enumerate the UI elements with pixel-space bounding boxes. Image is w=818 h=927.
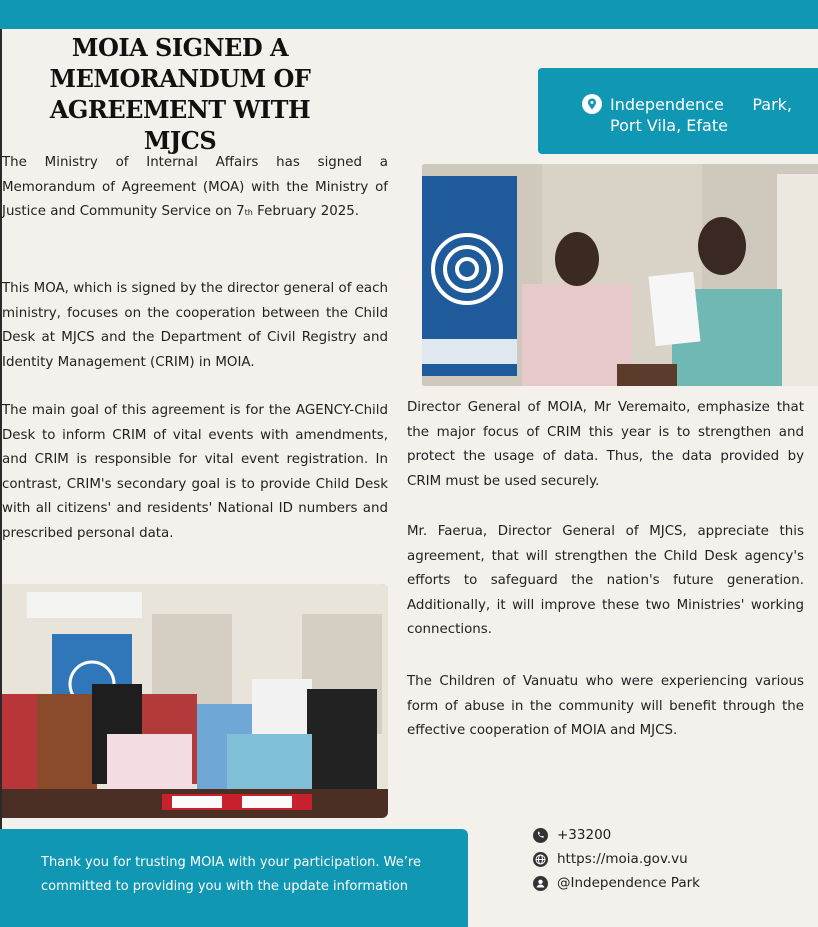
main-goal-paragraph: The main goal of this agreement is for the AGENCY-Child Desk to inform CRIM of vital events with amendments, and CRIM is responsible for vital event registration. In contrast, CRIM's secondary goal is to provide Child Desk with all citizens' and residents' National ID numbers and prescribed personal data.	[2, 403, 388, 541]
location-pin-icon	[582, 94, 602, 114]
footer-message-box	[0, 829, 468, 927]
dg-moia-paragraph: Director General of MOIA, Mr Veremaito, emphasize that the major focus of CRIM this year is to strengthen and protect the usage of data. Thus, the data provided by CRIM must be used securely.	[407, 400, 804, 489]
contact-phone	[533, 827, 611, 843]
page-title: MOIA SIGNED A MEMORANDUM OF AGREEMENT WITH MJCS	[49, 33, 311, 155]
contact-social	[533, 875, 700, 891]
location-text: Independence Park, Port Vila, Efate	[610, 95, 792, 135]
intro-paragraph: The Ministry of Internal Affairs has signed a Memorandum of Agreement (MOA) with the Ministry of Justice and Community Service on 7th February 2025.	[2, 155, 388, 219]
contact-website	[533, 851, 688, 867]
footer-message: Thank you for trusting MOIA with your participation. We’re committed to providing you with the update information	[41, 855, 421, 894]
phone-icon	[533, 828, 548, 843]
moa-focus-paragraph: This MOA, which is signed by the director general of each ministry, focuses on the cooperation between the Child Desk at MJCS and the Department of Civil Registry and Identity Management (CRIM) in MOIA.	[2, 281, 388, 370]
globe-icon	[533, 852, 548, 867]
top-accent-bar	[0, 0, 818, 29]
contact-website-text[interactable]: https://moia.gov.vu	[557, 851, 688, 867]
user-icon	[533, 876, 548, 891]
group-photo	[2, 584, 388, 818]
signing-photo	[422, 164, 818, 386]
contact-social-text: @Independence Park	[557, 875, 700, 891]
location-box	[538, 68, 818, 154]
dg-mjcs-paragraph: Mr. Faerua, Director General of MJCS, appreciate this agreement, that will strengthen the Child Desk agency's efforts to safeguard the nation's future generation. Additionally, it will improve these two Ministries' working connections.	[407, 524, 804, 637]
contact-phone-text: +33200	[557, 827, 612, 843]
children-paragraph: The Children of Vanuatu who were experiencing various form of abuse in the community will benefit through the effective cooperation of MOIA and MJCS.	[407, 674, 804, 738]
